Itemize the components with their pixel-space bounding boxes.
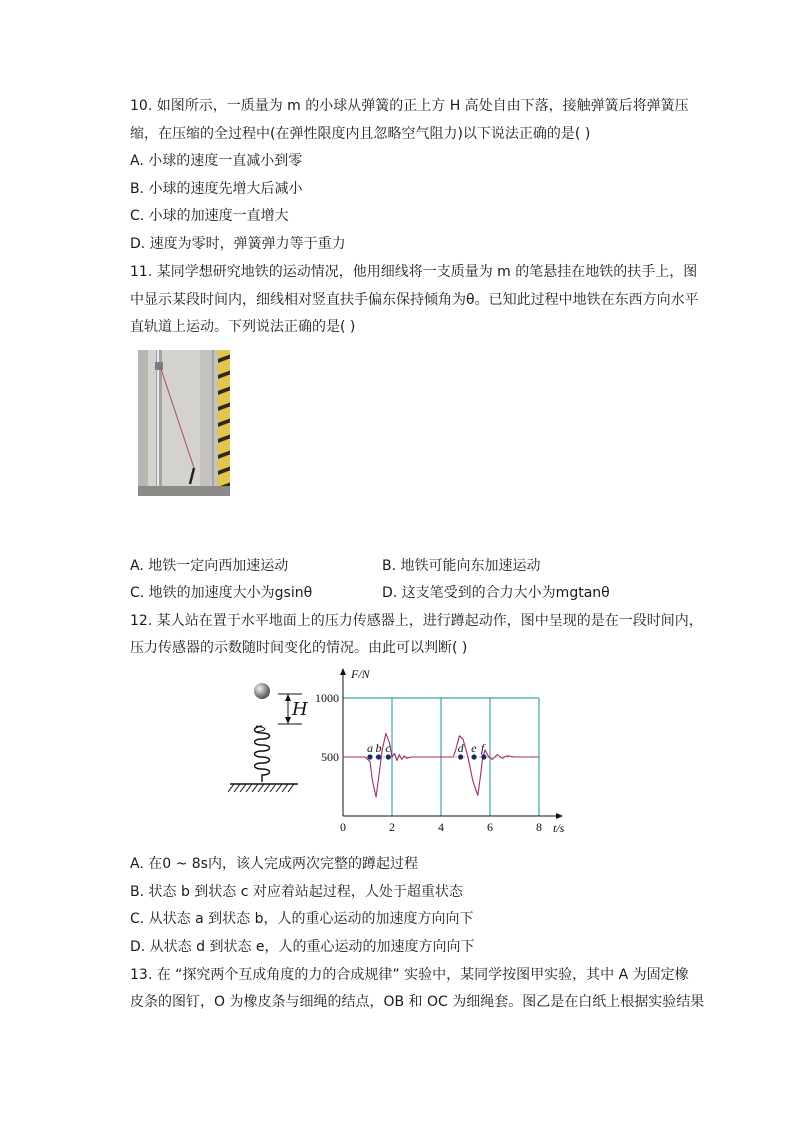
q10-option-d: D. 速度为零时，弹簧弹力等于重力 <box>130 236 346 252</box>
q12-line1: 12. 某人站在置于水平地面上的压力传感器上，进行蹲起动作，图中呈现的是在一段时间内， <box>130 613 703 629</box>
q13-line2: 皮条的图钉，O 为橡皮条与细绳的结点，OB 和 OC 为细绳套。图乙是在白纸上根据实验结果 <box>130 994 705 1010</box>
q10-line2: 缩，在压缩的全过程中(在弹性限度内且忽略空气阻力)以下说法正确的是( ) <box>130 126 591 142</box>
subway-handrail-photo <box>138 350 230 496</box>
state-label-b: b <box>375 741 382 755</box>
x-tick-label: 6 <box>487 820 493 834</box>
y-tick-label: 500 <box>321 750 339 764</box>
state-point-a <box>367 754 372 759</box>
x-tick-label: 8 <box>536 820 542 834</box>
state-label-d: d <box>457 741 464 755</box>
q12-option-d: D. 从状态 d 到状态 e，人的重心运动的加速度方向向下 <box>130 939 475 955</box>
state-point-e <box>471 754 476 759</box>
state-point-d <box>458 754 463 759</box>
x-axis-label: t/s <box>553 821 565 835</box>
state-point-f <box>481 754 486 759</box>
state-point-b <box>376 754 381 759</box>
force-time-chart <box>310 662 580 842</box>
q11-option-b: B. 地铁可能向东加速运动 <box>382 558 541 574</box>
q12-option-a: A. 在0 ~ 8s内，该人完成两次完整的蹲起过程 <box>130 856 418 872</box>
state-point-c <box>386 754 391 759</box>
q10-option-a: A. 小球的速度一直减小到零 <box>130 153 303 169</box>
q13-line1: 13. 在 “探究两个互成角度的力的合成规律” 实验中，某同学按图甲实验，其中 A 为固定橡 <box>130 967 689 983</box>
q11-option-a: A. 地铁一定向西加速运动 <box>130 558 289 574</box>
q11-line2: 中显示某段时间内，细线相对竖直扶手偏东保持倾角为θ。已知此过程中地铁在东西方向水平 <box>130 292 699 308</box>
x-axis-arrow <box>556 813 563 819</box>
state-label-e: e <box>471 741 477 755</box>
q11-line1: 11. 某同学想研究地铁的运动情况，他用细线将一支质量为 m 的笔悬挂在地铁的扶手上，图 <box>130 264 698 280</box>
spring-coil <box>255 726 270 782</box>
height-label: H <box>292 699 308 720</box>
state-label-f: f <box>480 741 485 755</box>
x-tick-label: 2 <box>389 820 395 834</box>
q11-option-c: C. 地铁的加速度大小为gsinθ <box>130 585 313 601</box>
x-tick-label: 4 <box>438 820 444 834</box>
q12-option-b: B. 状态 b 到状态 c 对应着站起过程，人处于超重状态 <box>130 884 463 900</box>
spring-ball-figure <box>228 678 308 798</box>
y-tick-label: 1000 <box>315 691 339 705</box>
q11-option-d: D. 这支笔受到的合力大小为mgtanθ <box>382 585 610 601</box>
q11-line3: 直轨道上运动。下列说法正确的是( ) <box>130 319 356 335</box>
ball <box>254 683 270 699</box>
q10-option-b: B. 小球的速度先增大后减小 <box>130 181 303 197</box>
state-label-c: c <box>385 741 391 755</box>
state-label-a: a <box>366 741 373 755</box>
x-tick-label: 0 <box>340 820 346 834</box>
y-axis-arrow <box>340 668 346 675</box>
y-axis-label: F/N <box>351 667 370 681</box>
q10-line1: 10. 如图所示，一质量为 m 的小球从弹簧的正上方 H 高处自由下落，接触弹簧后将弹簧压 <box>130 98 689 114</box>
q12-line2: 压力传感器的示数随时间变化的情况。由此可以判断( ) <box>130 640 468 656</box>
q10-option-c: C. 小球的加速度一直增大 <box>130 208 289 224</box>
q12-option-c: C. 从状态 a 到状态 b，人的重心运动的加速度方向向下 <box>130 911 474 927</box>
